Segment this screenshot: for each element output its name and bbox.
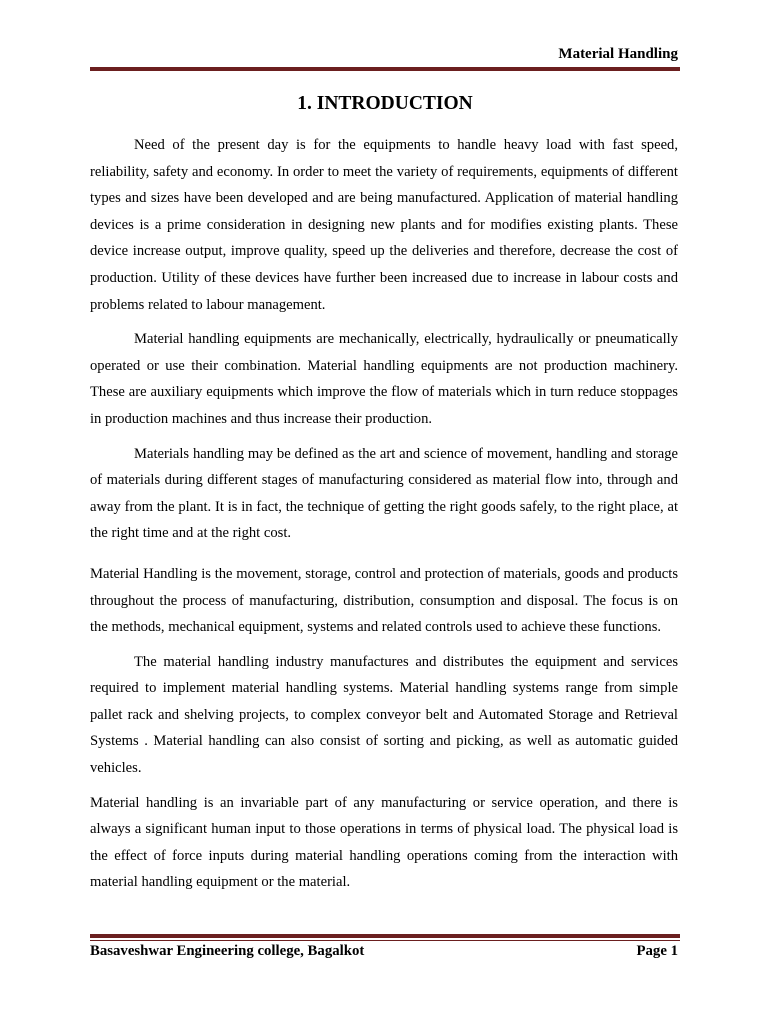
paragraph-3: Materials handling may be defined as the art and science of movement, handling and storage of materials during different stages of manufacturing considered as material flow into, through and away from the plant. It is in fact, the technique of getting the right goods safely, to the right place, at the right time and at the right cost. — [90, 445, 678, 542]
paragraph-1: Need of the present day is for the equipments to handle heavy load with fast speed, reliability, safety and economy. In order to meet the variety of requirements, equipments of different types and sizes have been developed and are being manufactured. Application of material handling devices is a prime consideration in designing new plants and for modifies existing plants. These device increase output, improve quality, speed up the deliveries and therefore, decrease the cost of production. Utility of these devices have further been increased due to increase in labour costs and problems related to labour management. — [90, 137, 678, 313]
running-header: Material Handling — [558, 46, 678, 62]
footer-rule-thick — [90, 934, 680, 938]
footer-institution: Basaveshwar Engineering college, Bagalkot — [90, 943, 365, 959]
page-title: 1. INTRODUCTION — [297, 93, 473, 114]
footer-rule-thin — [90, 940, 680, 941]
paragraph-5: The material handling industry manufactures and distributes the equipment and services required to implement material handling systems. Material handling systems range from simple pallet rack and shelving projects, to complex conveyor belt and Automated Storage and Retrieval Systems . Material handling can also consist of sorting and picking, as well as automatic guided vehicles. — [90, 653, 678, 777]
header-rule — [90, 67, 680, 71]
footer-page-number: Page 1 — [636, 943, 678, 959]
body-text — [90, 132, 678, 904]
paragraph-4: Material Handling is the movement, storage, control and protection of materials, goods and products throughout the process of manufacturing, distribution, consumption and disposal. The focus is on the methods, mechanical equipment, systems and related controls used to achieve these functions. — [90, 565, 678, 636]
paragraph-6: Material handling is an invariable part of any manufacturing or service operation, and there is always a significant human input to those operations in terms of physical load. The physical load is the effect of force inputs during material handling operations coming from the interaction with material handling equipment or the material. — [90, 794, 678, 891]
paragraph-2: Material handling equipments are mechanically, electrically, hydraulically or pneumatically operated or use their combination. Material handling equipments are not production machinery. These are auxiliary equipments which improve the flow of materials which in turn reduce stoppages in production machines and thus increase their production. — [90, 331, 678, 427]
